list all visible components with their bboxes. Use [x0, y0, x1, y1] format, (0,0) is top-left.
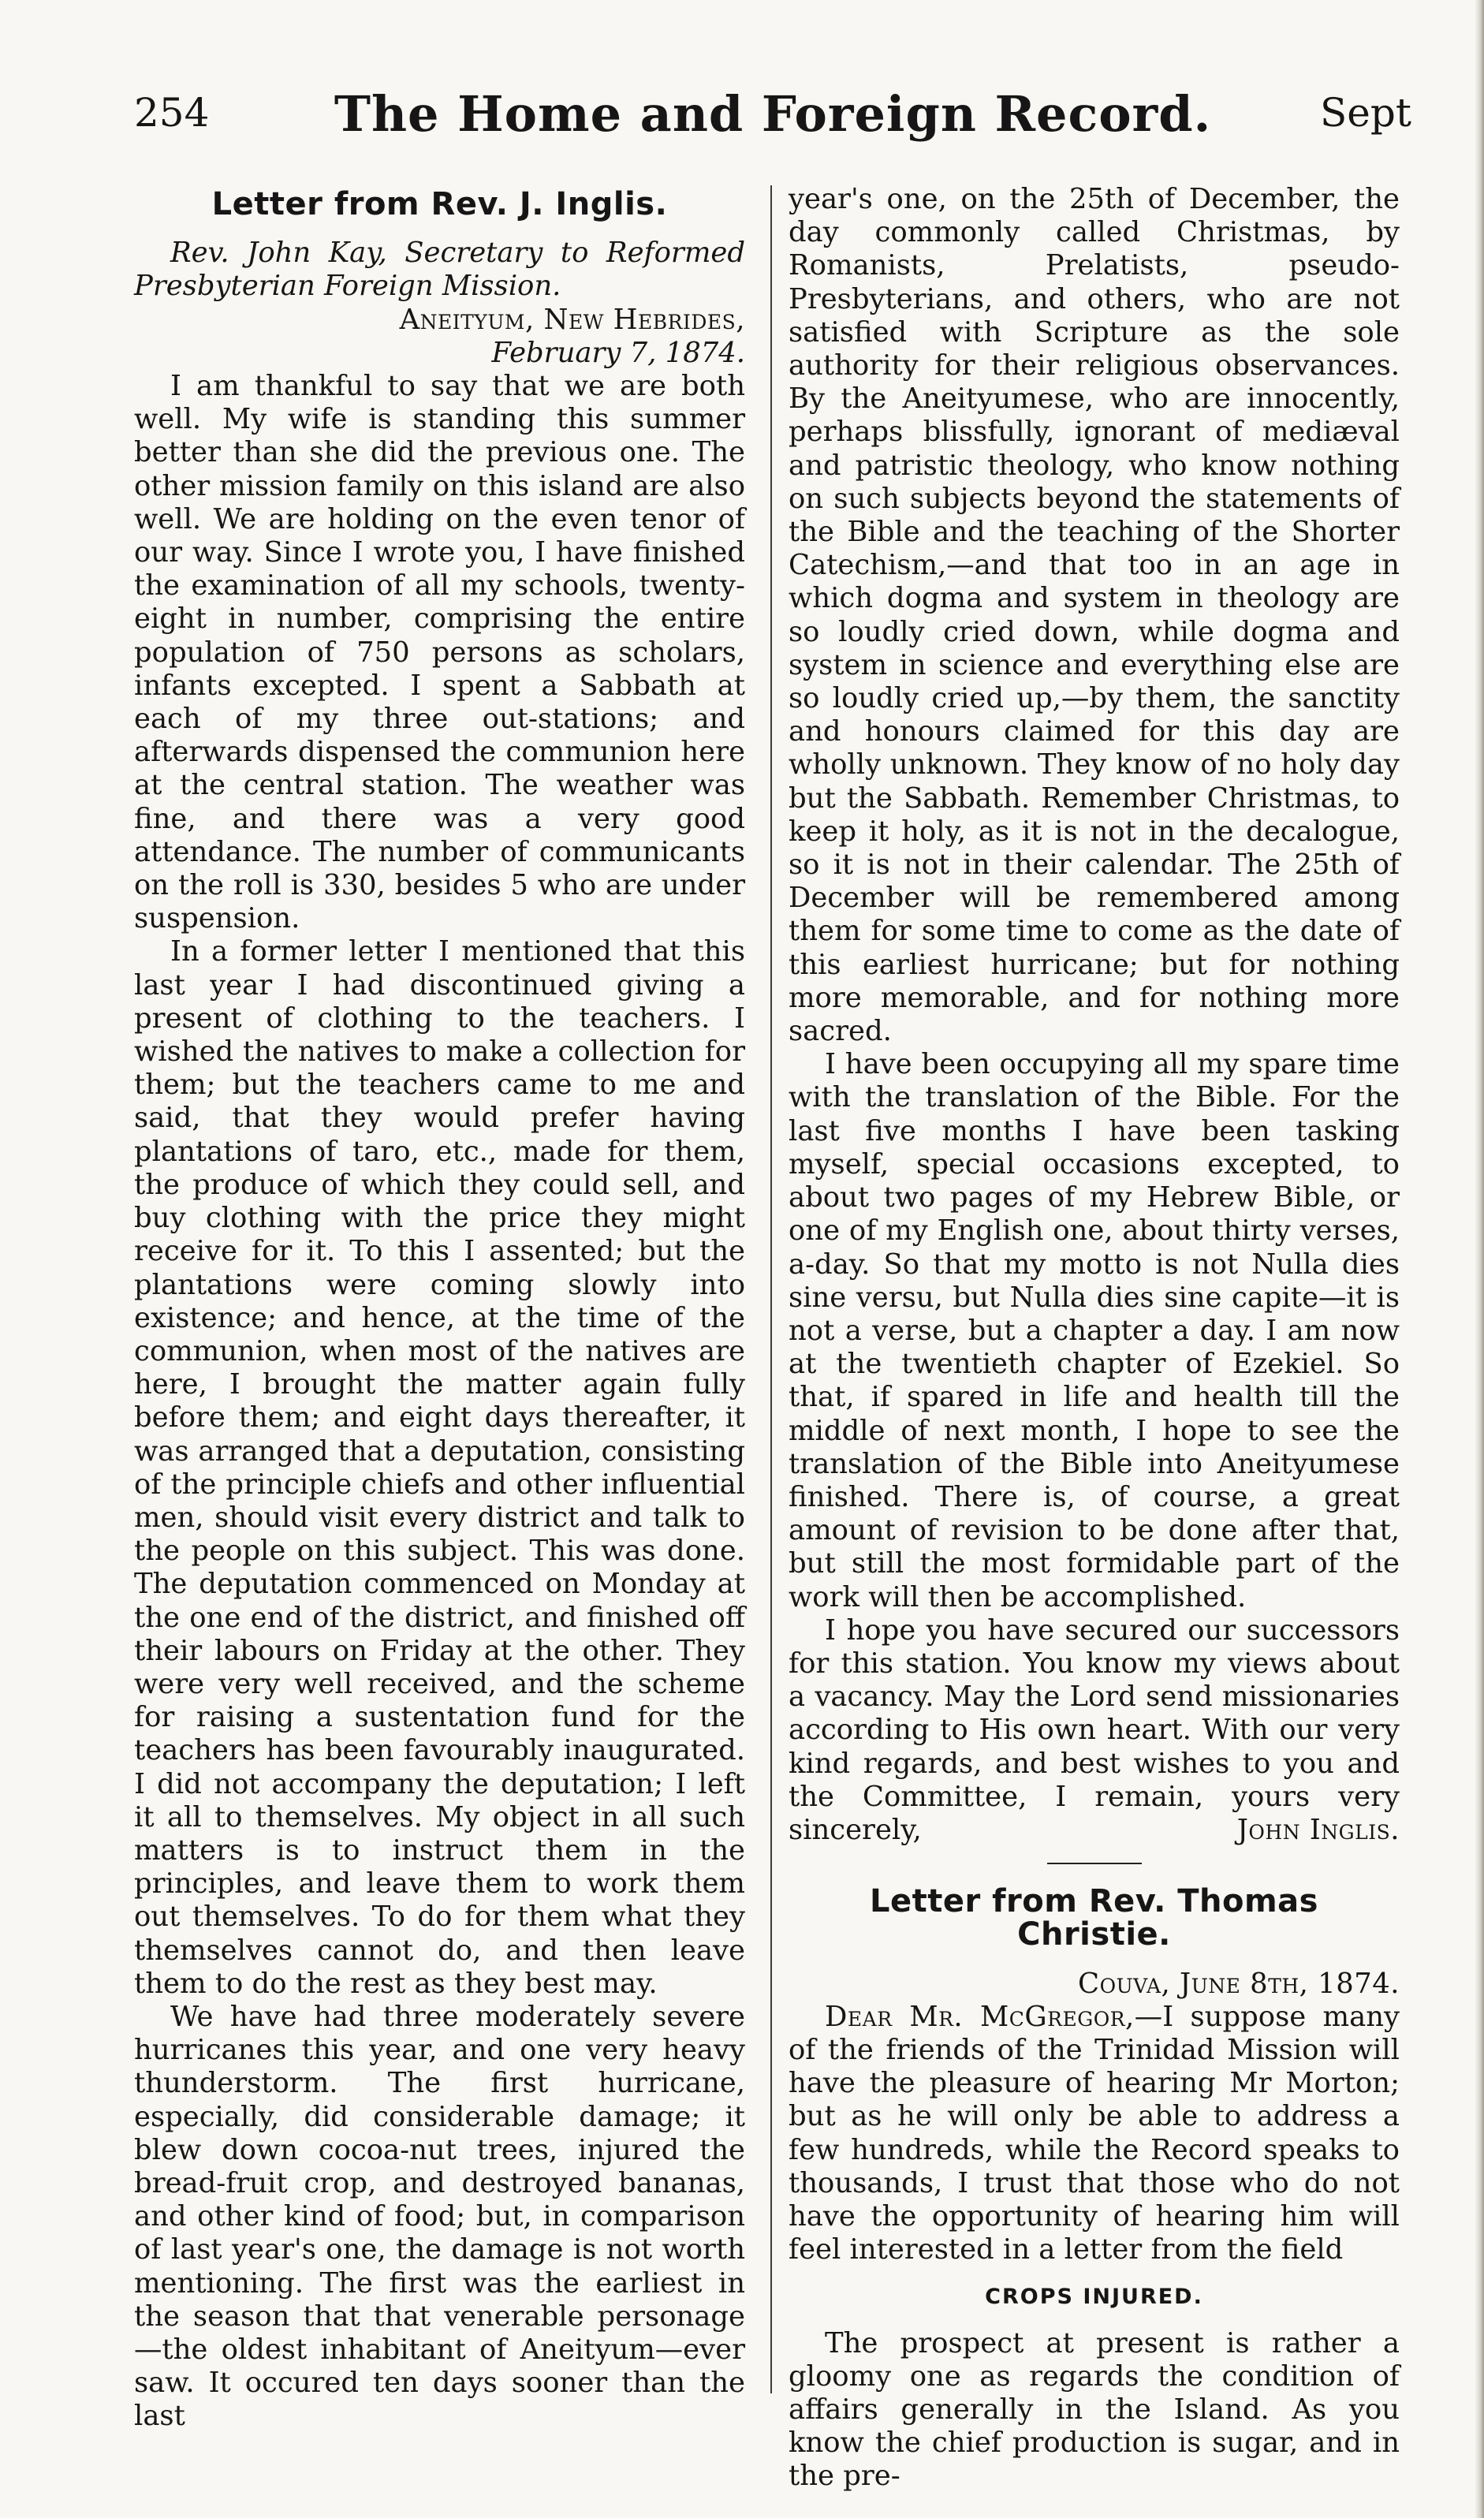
article-title-christie: Letter from Rev. Thomas Christie.: [870, 1883, 1318, 1953]
article-title-inglis: Letter from Rev. J. Inglis.: [211, 186, 668, 222]
running-title: The Home and Foreign Record.: [334, 85, 1212, 143]
signature: John Inglis.: [1236, 1813, 1400, 1846]
paragraph: The prospect at present is rather a gloomy one as regards the condition of affairs generally in the Island. As you know the chief production is sugar, and in the pre-: [789, 2326, 1400, 2493]
subheading-crops: CROPS INJURED.: [985, 2285, 1203, 2310]
paragraph: I have been occupying all my spare time with the translation of the Bible. For the last five months I have been tasking myself, special occasions excepted, to about two pages of my Hebrew Bible, or one of my English one, about thirty verses, a-day. So that my motto is not Nulla dies sine versu, but Nulla dies sine capite—it is not a verse, but a chapter a day. I am now at the twentieth chapter of Ezekiel. So that, if spared in life and health till the middle of next month, I hope to see the translation of the Bible into Aneityumese finished. There is, of course, a great amount of revision to be done after that, but still the most formidable part of the work will then be accomplished.: [789, 1048, 1400, 1613]
paragraph: We have had three moderately severe hurricanes this year, and one very heavy thunderstorm. The first hurricane, especially, did considerable damage; it blew down cocoa-nut trees, injured the bread-fruit crop, and destroyed bananas, and other kind of food; but, in comparison of last year's one, the damage is not worth mentioning. The first was the earliest in the season that that venerable personage—the oldest inhabitant of Aneityum—ever saw. It occured ten days sooner than the last: [134, 2000, 745, 2433]
page-number: 254: [134, 90, 210, 136]
closing-text: I hope you have secured our successors for this station. You know my views about a vacancy. May the Lord send missionaries according to His own heart. With our very kind regards, and best wishes to you and the Committee, I remain, yours very sincerely,: [789, 1613, 1400, 1846]
dateline-couva: Couva, June 8th, 1874.: [1078, 1967, 1400, 2000]
date-line: February 7, 1874.: [491, 336, 745, 369]
letter-opening: [789, 2001, 1400, 2267]
column-divider: [770, 185, 772, 2393]
paragraph: I am thankful to say that we are both well. My wife is standing this summer better than she did the previous one. The other mission family on this island are also well. We are holding on the even tenor of our way. Since I wrote you, I have finished the examination of all my schools, twenty-eight in number, comprising the entire population of 750 persons as scholars, infants excepted. I spent a Sabbath at each of my three out-stations; and afterwards dispensed the communion here at the central station. The weather was fine, and there was a very good attendance. The number of communicants on the roll is 330, besides 5 who are under suspension.: [134, 370, 745, 935]
running-month: Sept: [1320, 90, 1411, 136]
opening-text: —I suppose many of the friends of the Trinidad Mission will have the pleasure of hearing Mr Morton; but as he will only be able to address a few hundreds, while the Record speaks to thousands, I trust that those who do not have the opportunity of hearing him will feel interested in a letter from the field: [789, 2000, 1400, 2266]
addressee: Rev. John Kay, Secretary to Reformed Presbyterian Foreign Mission.: [134, 237, 745, 303]
place-line: Aneityum, New Hebrides,: [399, 303, 745, 336]
left-column: [134, 183, 745, 2434]
salutation: Dear Mr. McGregor,: [825, 2000, 1135, 2033]
paragraph: In a former letter I mentioned that this last year I had discontinued giving a present of clothing to the teachers. I wished the natives to make a collection for them; but the teachers came to me and said, that they would prefer having plantations of taro, etc., made for them, the produce of which they could sell, and buy clothing with the price they might receive for it. To this I assented; but the plantations were coming slowly into existence; and hence, at the time of the communion, when most of the natives are here, I brought the matter again fully before them; and eight days thereafter, it was arranged that a deputation, consisting of the principle chiefs and other influential men, should visit every district and talk to the people on this subject. This was done. The deputation commenced on Monday at the one end of the district, and finished off their labours on Friday at the other. They were very well received, and the scheme for raising a sustentation fund for the teachers has been favourably inaugurated. I did not accompany the deputation; I left it all to themselves. My object in all such matters is to instruct them in the principles, and leave them to work them out themselves. To do for them what they themselves cannot do, and then leave them to do the rest as they best may.: [134, 935, 745, 2000]
page-header: [134, 85, 1411, 158]
page-edge: [1475, 0, 1484, 2518]
right-column: [789, 183, 1400, 2494]
section-separator: [1047, 1863, 1142, 1864]
paragraph-continued: year's one, on the 25th of December, the day commonly called Christmas, by Romanists, Prelatists, pseudo-Presbyterians, and others, who are not satisfied with Scripture as the sole authority for their religious observances. By the Aneityumese, who are innocently, perhaps blissfully, ignorant of mediæval and patristic theology, who know nothing on such subjects beyond the statements of the Bible and the teaching of the Shorter Catechism,—and that too in an age in which dogma and system in theology are so loudly cried down, while dogma and system in science and everything else are so loudly cried up,—by them, the sanctity and honours claimed for this day are wholly unknown. They know of no holy day but the Sabbath. Remember Christmas, to keep it holy, as it is not in the decalogue, so it is not in their calendar. The 25th of December will be remembered among them for some time to come as the date of this earliest hurricane; but for nothing more memorable, and for nothing more sacred.: [789, 183, 1400, 1048]
closing-paragraph: [789, 1614, 1400, 1847]
